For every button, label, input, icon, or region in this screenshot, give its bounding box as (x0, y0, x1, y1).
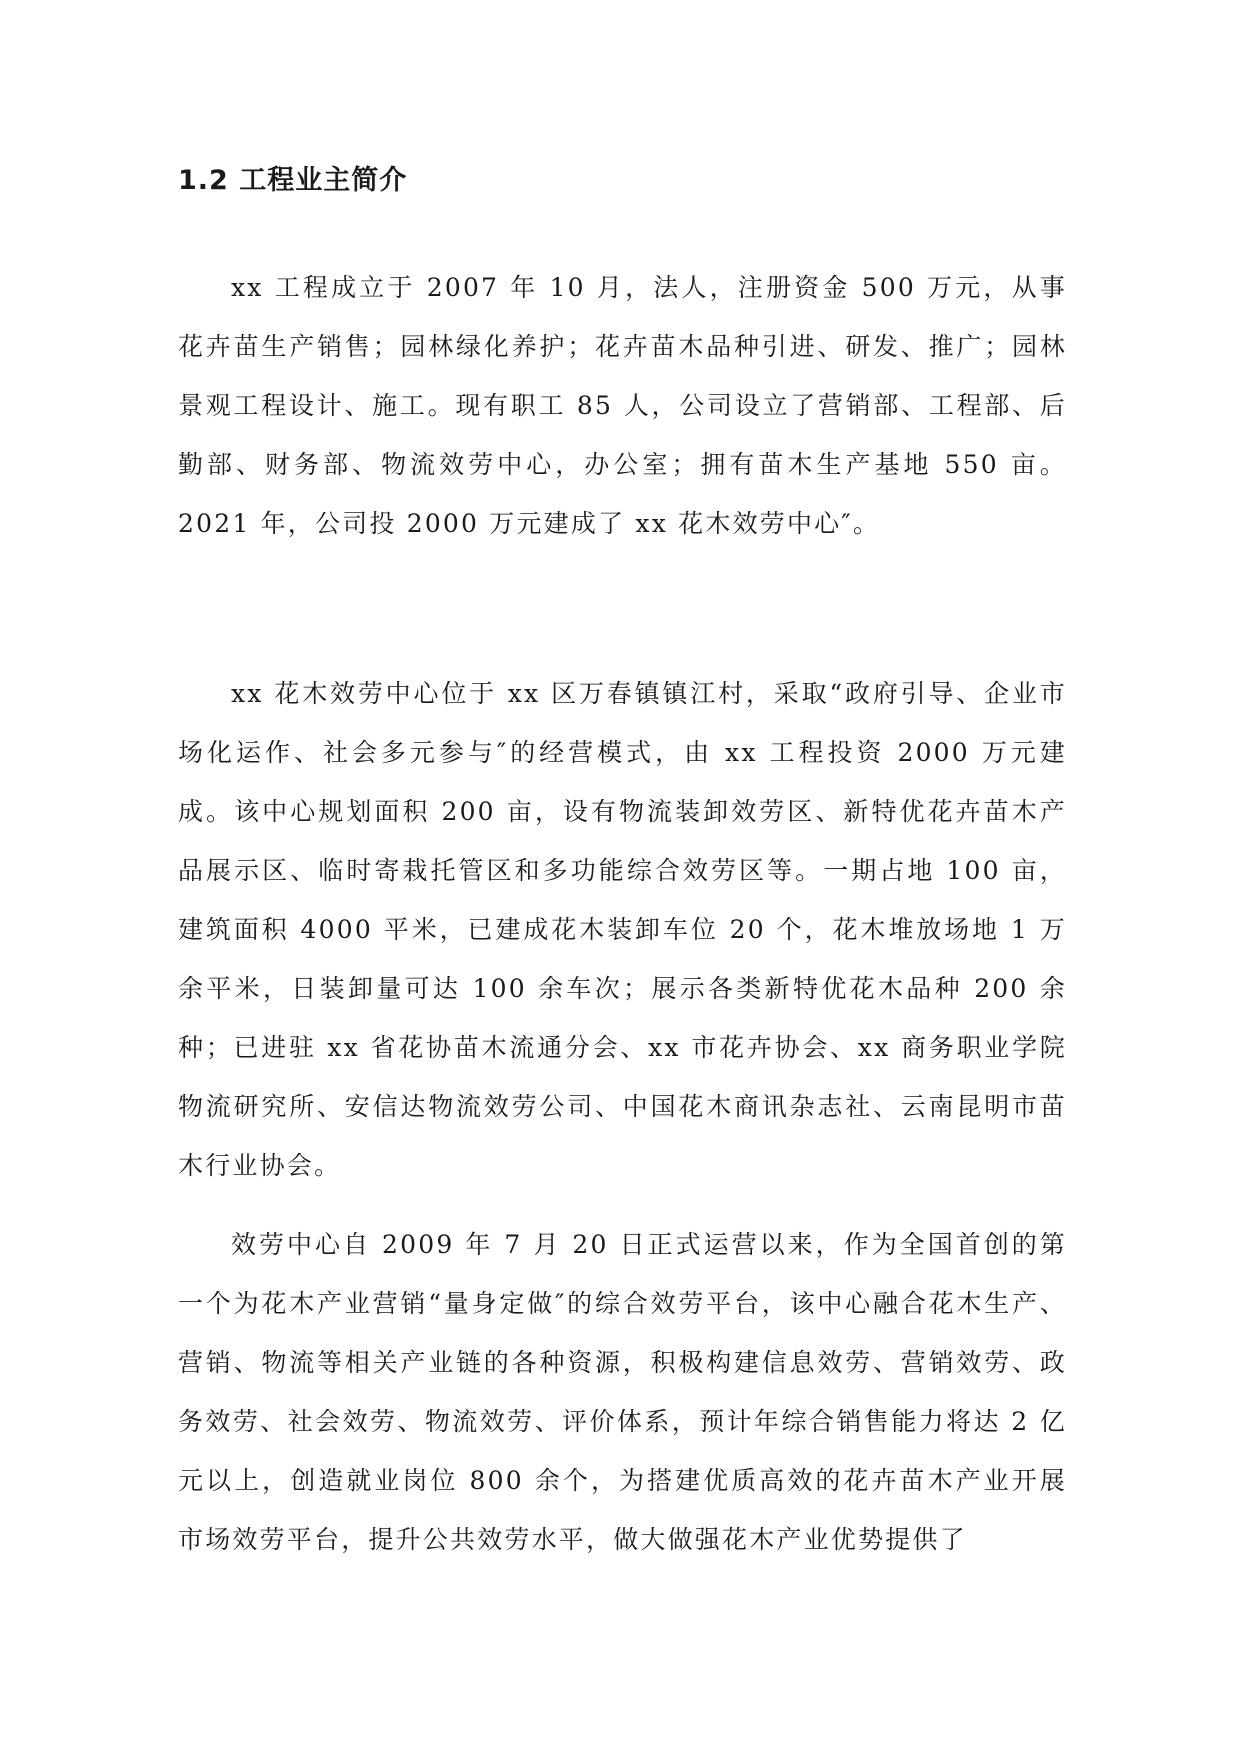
section-heading: 1.2 工程业主简介 (178, 165, 408, 196)
paragraph-company-intro: xx 工程成立于 2007 年 10 月，法人，注册资金 500 万元，从事花卉苗生产销售；园林绿化养护；花卉苗木品种引进、研发、推广；园林景观工程设计、施工。现有职工 85 人，公司设立了营销部、工程部、后勤部、财务部、物流效劳中心，办公室；拥有苗木生产基地 550 亩。2021 年，公司投 2000 万元建成了 xx 花木效劳中心″。 (178, 273, 1067, 538)
paragraph-operations: 效劳中心自 2009 年 7 月 20 日正式运营以来，作为全国首创的第一个为花木产业营销“量身定做″的综合效劳平台，该中心融合花木生产、营销、物流等相关产业链的各种资源，积极构建信息效劳、营销效劳、政务效劳、社会效劳、物流效劳、评价体系，预计年综合销售能力将达 2 亿元以上，创造就业岗位 800 余个，为搭建优质高效的花卉苗木产业开展市场效劳平台，提升公共效劳水平，做大做强花木产业优势提供了 (178, 1230, 1067, 1554)
paragraph-service-center: xx 花木效劳中心位于 xx 区万春镇镇江村，采取“政府引导、企业市场化运作、社会多元参与″的经营模式，由 xx 工程投资 2000 万元建成。该中心规划面积 200 亩，设有物流装卸效劳区、新特优花卉苗木产品展示区、临时寄栽托管区和多功能综合效劳区等。一期占地 100 亩，建筑面积 4000 平米，已建成花木装卸车位 20 个，花木堆放场地 1 万余平米，日装卸量可达 100 余车次；展示各类新特优花木品种 200 余种；已进驻 xx 省花协苗木流通分会、xx 市花卉协会、xx 商务职业学院物流研究所、安信达物流效劳公司、中国花木商讯杂志社、云南昆明市苗木行业协会。 (178, 679, 1067, 1180)
